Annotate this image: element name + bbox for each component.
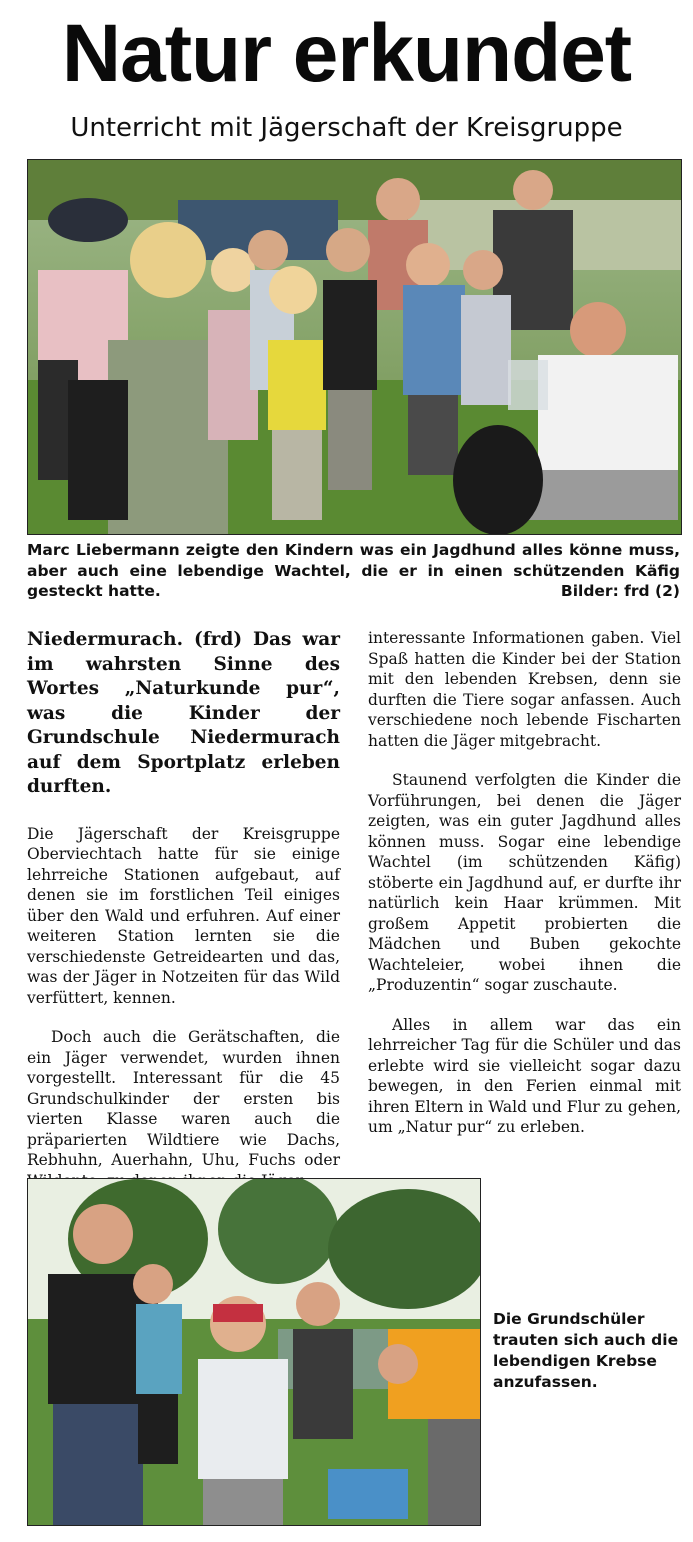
photo1-caption	[27, 540, 680, 602]
photo1-caption-text: Marc Liebermann zeigte den Kindern was ein Jagdhund alles könne muss, aber auch eine lebendige Wachtel, die er in einen schützenden Käfig gesteckt hatte.	[27, 541, 680, 600]
photo-children-with-hunting-dog	[27, 159, 682, 535]
article-column-left	[27, 628, 340, 1191]
article-lead: Niedermurach. (frd) Das war im wahrsten Sinne des Wortes „Naturkunde pur“, was die Kinder der Grundschule Niedermurach auf dem Sportplatz erleben durften.	[27, 629, 340, 797]
article-paragraph: interessante Informationen gaben. Viel Spaß hatten die Kinder bei der Station mit den lebenden Krebsen, denn sie durften die Tiere sogar anfassen. Auch verschiedene noch lebende Fischarten hatten die Jäger mitgebracht.	[368, 629, 681, 750]
subheadline: Unterricht mit Jägerschaft der Kreisgruppe	[70, 113, 623, 143]
article-paragraph: Staunend verfolgten die Kinder die Vorführungen, bei denen die Jäger zeigten, was ein guter Jagdhund alles können muss. Sogar eine lebendige Wachtel (im schützenden Käfig) stöberte ein Jagdhund auf, er durfte ihr natürlich kein Haar krümmen. Mit großem Appetit probierten die Mädchen und Buben gekochte Wachteleier, wobei ihnen die „Produzentin“ sogar zuschaute.	[368, 771, 681, 994]
photo-children-touching-crayfish	[27, 1178, 481, 1526]
photo-credit: Bilder: frd (2)	[560, 582, 680, 600]
article-paragraph: Doch auch die Gerätschaften, die ein Jäger verwendet, wurden ihnen vorgestellt. Interessant für die 45 Grundschulkinder der ersten bis vierten Klasse waren auch die präparierten Wildtiere wie Dachs, Rebhuhn, Auerhahn, Uhu, Fuchs oder	[27, 1028, 340, 1169]
photo2-caption: Die Grundschüler trauten sich auch die lebendigen Krebse anzufassen.	[493, 1310, 679, 1391]
article-column-right	[368, 628, 681, 1138]
headline: Natur erkundet	[61, 8, 632, 99]
article-paragraph: Alles in allem war das ein lehrreicher Tag für die Schüler und das erlebte wird sie vielleicht sogar dazu bewegen, in den Ferien einmal mit ihren Eltern in Wald und Flur zu gehen, um „Natur pur“ zu erleben.	[368, 1015, 682, 1136]
article-paragraph: Die Jägerschaft der Kreisgruppe Oberviechtach hatte für sie einige lehrreiche Stationen aufgebaut, auf denen sie im forstlichen Teil einiges über den Wald und erfuhren. Auf einer weiteren Station lernten sie die verschiedenste Getreidearten und das, was der Jäger in Notzeiten für das Wild verfüttert, kennen.	[27, 824, 340, 1007]
